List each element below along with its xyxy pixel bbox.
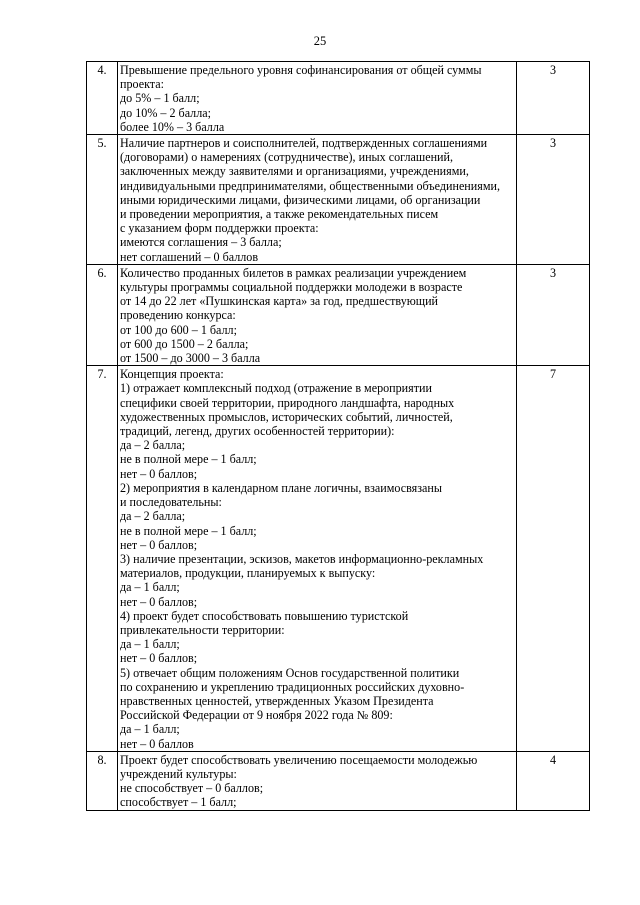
- criterion-text-line: да – 1 балл;: [120, 580, 180, 595]
- criterion-text-line: нет – 0 баллов;: [120, 651, 198, 666]
- criterion-max-score: 4: [517, 751, 590, 810]
- criterion-text-line: 4) проект будет способствовать повышению туристской: [120, 608, 409, 623]
- criterion-text-line: нет соглашений – 0 баллов: [120, 249, 259, 264]
- criterion-text-line: имеются соглашения – 3 балла;: [120, 235, 282, 250]
- criterion-text-line: 2) мероприятия в календарном плане логичны, взаимосвязаны: [120, 480, 442, 495]
- criterion-text-line: от 14 до 22 лет «Пушкинская карта» за год, предшествующий: [120, 294, 439, 309]
- criterion-text-line: нравственных ценностей, утвержденных Указом Президента: [120, 693, 434, 708]
- criterion-text-line: не способствует – 0 баллов;: [120, 781, 264, 796]
- criterion-text-line: от 100 до 600 – 1 балл;: [120, 322, 237, 337]
- criterion-text-line: проведению конкурса:: [120, 308, 236, 323]
- criterion-text-line: нет – 0 баллов: [120, 736, 194, 751]
- criterion-description: [118, 264, 517, 365]
- criterion-text-line: более 10% – 3 балла: [120, 119, 225, 134]
- criterion-text-line: 1) отражает комплексный подход (отражение в мероприятии: [120, 381, 432, 396]
- criterion-text-line: по сохранению и укреплению традиционных российских духовно-: [120, 679, 465, 694]
- criterion-row: [87, 366, 590, 751]
- criterion-number: 6.: [87, 264, 118, 365]
- criterion-row: [87, 264, 590, 365]
- criterion-text-line: до 5% – 1 балл;: [120, 91, 200, 106]
- criterion-text-line: да – 1 балл;: [120, 722, 180, 737]
- criterion-text-line: нет – 0 баллов;: [120, 594, 198, 609]
- criterion-text-line: 3) наличие презентации, эскизов, макетов информационно-рекламных: [120, 551, 484, 566]
- criterion-text-line: заключенных между заявителями и организациями, учреждениями,: [120, 164, 469, 179]
- criterion-text-line: проекта:: [120, 77, 164, 92]
- criterion-text-line: с указанием форм поддержки проекта:: [120, 221, 319, 236]
- criterion-row: [87, 751, 590, 810]
- criterion-number: 4.: [87, 62, 118, 135]
- criteria-table-body: [87, 62, 590, 811]
- criterion-text-line: Количество проданных билетов в рамках реализации учреждением: [120, 265, 467, 280]
- criteria-table: [86, 61, 590, 811]
- criterion-text-line: не в полной мере – 1 балл;: [120, 523, 257, 538]
- criterion-text-line: Концепция проекта:: [120, 367, 224, 382]
- criterion-max-score: 7: [517, 366, 590, 751]
- criterion-text-line: и проведении мероприятия, а также рекомендательных писем: [120, 207, 439, 222]
- criterion-max-score: 3: [517, 62, 590, 135]
- criterion-text-line: до 10% – 2 балла;: [120, 105, 211, 120]
- criterion-text-line: от 600 до 1500 – 2 балла;: [120, 336, 249, 351]
- criterion-text-line: да – 2 балла;: [120, 509, 186, 524]
- criterion-text-line: способствует – 1 балл;: [120, 795, 237, 810]
- criterion-text-line: Превышение предельного уровня софинансирования от общей суммы: [120, 63, 482, 77]
- criterion-text-line: нет – 0 баллов;: [120, 466, 198, 481]
- criterion-text-line: да – 1 балл;: [120, 637, 180, 652]
- criterion-description: [118, 135, 517, 265]
- criterion-text-line: не в полной мере – 1 балл;: [120, 452, 257, 467]
- criterion-text-line: учреждений культуры:: [120, 766, 237, 781]
- criterion-text-line: Проект будет способствовать увеличению посещаемости молодежью: [120, 752, 478, 767]
- criterion-text-line: специфики своей территории, природного ландшафта, народных: [120, 395, 455, 410]
- criterion-text-line: да – 2 балла;: [120, 438, 186, 453]
- criterion-max-score: 3: [517, 264, 590, 365]
- criterion-text-line: привлекательности территории:: [120, 622, 285, 637]
- criterion-text-line: Наличие партнеров и соисполнителей, подтвержденных соглашениями: [120, 136, 488, 151]
- criterion-text-line: традиций, легенд, других особенностей территории):: [120, 424, 395, 439]
- criterion-max-score: 3: [517, 135, 590, 265]
- criterion-text-line: (договорами) о намерениях (сотрудничестве), иных соглашений,: [120, 150, 454, 165]
- criterion-text-line: культуры программы социальной поддержки молодежи в возрасте: [120, 280, 463, 295]
- criterion-row: [87, 135, 590, 265]
- criterion-number: 7.: [87, 366, 118, 751]
- criterion-row: [87, 62, 590, 135]
- criterion-text-line: и последовательны:: [120, 495, 222, 510]
- criterion-text-line: 5) отвечает общим положениям Основ государственной политики: [120, 665, 460, 680]
- criterion-text-line: художественных промыслов, исторических событий, личностей,: [120, 409, 453, 424]
- criterion-text-line: Российской Федерации от 9 ноября 2022 года № 809:: [120, 708, 393, 723]
- criterion-description: [118, 751, 517, 810]
- criterion-description: [118, 366, 517, 751]
- criterion-text-line: нет – 0 баллов;: [120, 537, 198, 552]
- criterion-text-line: индивидуальными предпринимателями, общественными объединениями,: [120, 178, 500, 193]
- criterion-text-line: от 1500 – до 3000 – 3 балла: [120, 351, 261, 366]
- page-number: 25: [313, 34, 327, 48]
- criterion-description: [118, 62, 517, 135]
- criterion-text-line: иными юридическими лицами, физическими лицами, об организации: [120, 192, 481, 207]
- criterion-number: 5.: [87, 135, 118, 265]
- criterion-number: 8.: [87, 751, 118, 810]
- criterion-text-line: материалов, продукции, планируемых к выпуску:: [120, 566, 376, 581]
